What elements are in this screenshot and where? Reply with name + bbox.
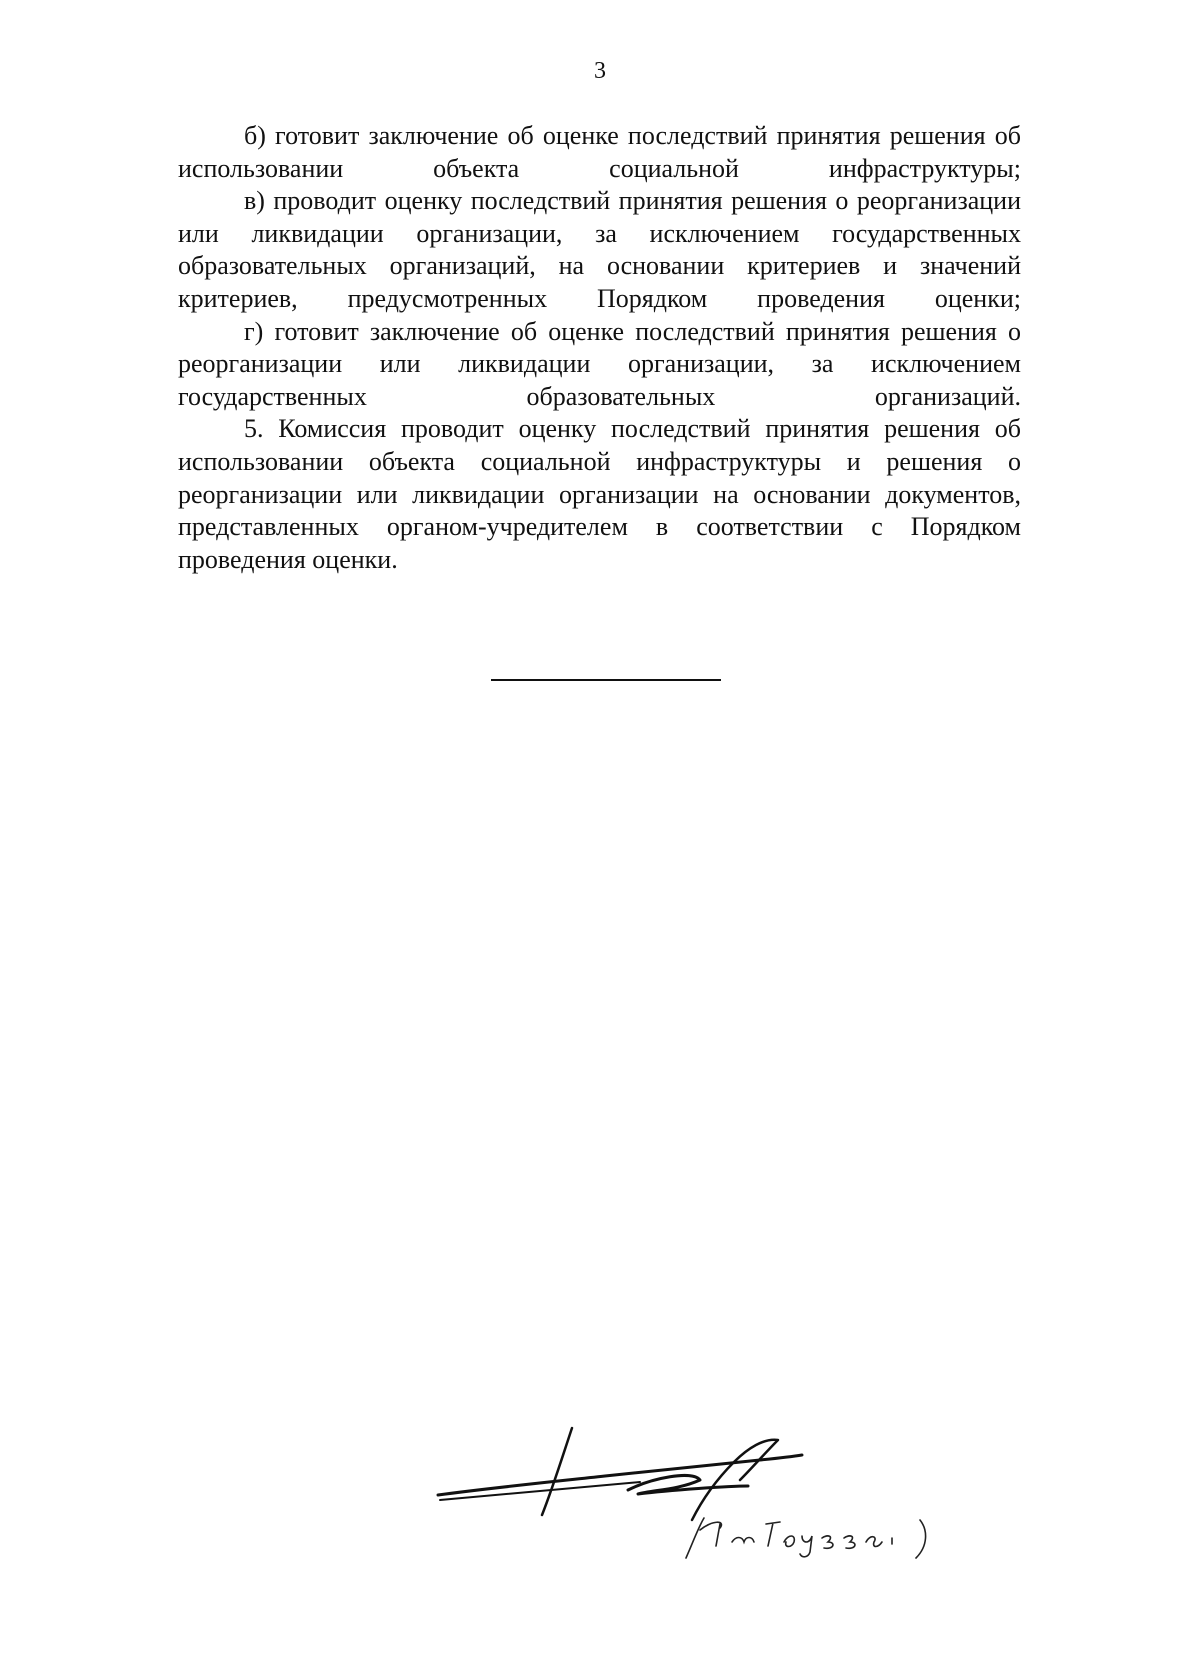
body-text	[178, 120, 1021, 576]
paragraph-b: б) готовит заключение об оценке последствий принятия решения об использовании объекта социальной инфраструктуры;	[178, 121, 1021, 183]
signature-hook	[692, 1440, 778, 1520]
paragraph-g: г) готовит заключение об оценке последствий принятия решения о реорганизации или ликвидации организации, за исключением государственных образовательных организаций.	[178, 316, 1021, 411]
signature-loop	[628, 1475, 748, 1494]
signature	[430, 1420, 970, 1560]
signature-diagonal	[542, 1428, 572, 1515]
signature-name	[686, 1518, 926, 1558]
paragraph-v: в) проводит оценку последствий принятия решения о реорганизации или ликвидации организации, за исключением государственных образовательных организаций, на основании критериев и значений критериев, предусмотренных Порядком проведения оценки;	[178, 186, 1021, 313]
signature-long-stroke	[438, 1455, 802, 1495]
page-number: 3	[594, 58, 606, 84]
paragraph-5: 5. Комиссия проводит оценку последствий принятия решения об использовании объекта социальной инфраструктуры и решения о реорганизации или ликвидации организации на основании документов, представленных органом-учредителем в соответствии с Порядком проведения оценки.	[178, 414, 1021, 574]
end-of-text-rule	[491, 679, 721, 681]
